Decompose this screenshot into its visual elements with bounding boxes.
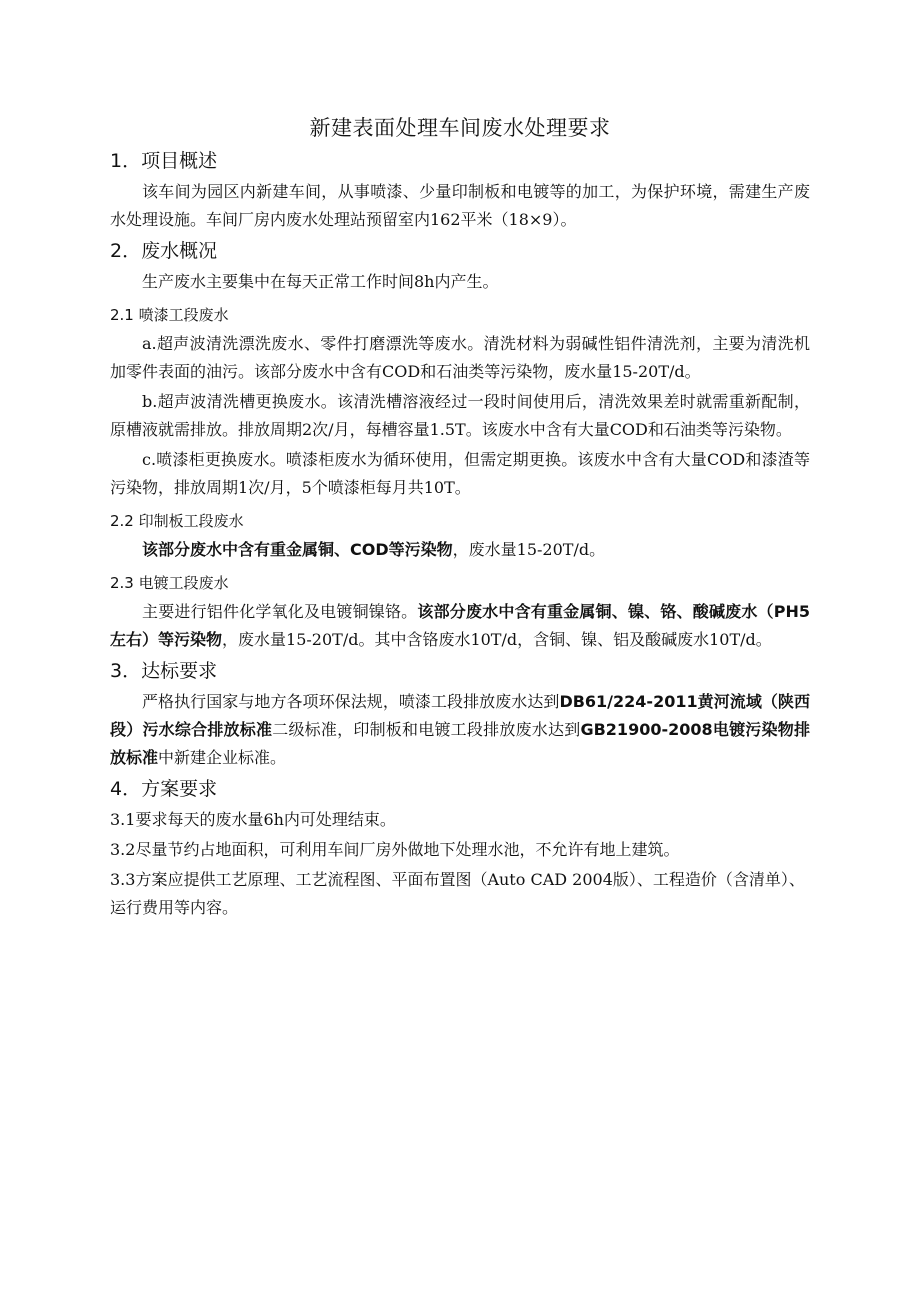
section-2-paragraph: 生产废水主要集中在每天正常工作时间8h内产生。: [142, 272, 499, 291]
section-3-paragraph: [110, 688, 810, 772]
section-2-3-bold-text: 该部分废水中含有重金属铜、镍、铬、酸碱废水（PH5左右）等污染物: [110, 602, 810, 649]
section-1-heading: 1．项目概述: [110, 150, 218, 172]
document-page: [110, 112, 810, 922]
section-2-1-heading: 2.1 喷漆工段废水: [110, 306, 229, 324]
section-3-mid-text: 二级标准，印制板和电镀工段排放废水达到: [272, 720, 581, 739]
requirement-item: 3.2尽量节约占地面积，可利用车间厂房外做地下处理水池，不允许有地上建筑。: [110, 840, 680, 859]
section-2-3-rest-text: ，废水量15-20T/d。其中含铬废水10T/d，含铜、镍、铝及酸碱废水10T/d。: [222, 630, 772, 649]
section-2-2-bold-text: 该部分废水中含有重金属铜、COD等污染物: [142, 540, 453, 559]
standard-gb21900-text: GB21900-2008电镀污染物排放标准: [110, 720, 810, 767]
document-title: 新建表面处理车间废水处理要求: [309, 116, 611, 140]
section-2-3-heading: 2.3 电镀工段废水: [110, 574, 229, 592]
section-3-pre-text: 严格执行国家与地方各项环保法规，喷漆工段排放废水达到: [142, 692, 560, 711]
section-2-3-paragraph: [110, 598, 810, 654]
section-4-heading: 4．方案要求: [110, 778, 218, 800]
section-2-2-text: ，废水量15-20T/d。: [452, 540, 606, 559]
requirement-item: 3.1要求每天的废水量6h内可处理结束。: [110, 810, 396, 829]
requirement-item: 3.3方案应提供工艺原理、工艺流程图、平面布置图（Auto CAD 2004版）、工程造价（含清单）、运行费用等内容。: [110, 870, 805, 917]
section-3-heading: 3．达标要求: [110, 660, 218, 682]
section-2-1-item-b: b.超声波清洗槽更换废水。该清洗槽溶液经过一段时间使用后，清洗效果差时就需重新配制，原槽液就需排放。排放周期2次/月，每槽容量1.5T。该废水中含有大量COD和石油类等污染物。: [110, 392, 810, 439]
section-1-paragraph: 该车间为园区内新建车间，从事喷漆、少量印制板和电镀等的加工，为保护环境，需建生产废水处理设施。车间厂房内废水处理站预留室内162平米（18×9）。: [110, 182, 810, 229]
section-3-post-text: 中新建企业标准。: [158, 748, 287, 767]
section-2-2-heading: 2.2 印制板工段废水: [110, 512, 244, 530]
section-2-3-pre-text: 主要进行铝件化学氧化及电镀铜镍铬。: [142, 602, 418, 621]
standard-db61-text: DB61/224-2011黄河流域（陕西段）污水综合排放标准: [110, 692, 810, 739]
section-2-heading: 2．废水概况: [110, 240, 218, 262]
section-2-2-paragraph: [110, 536, 810, 564]
section-2-1-item-a: a.超声波清洗漂洗废水、零件打磨漂洗等废水。清洗材料为弱碱性铝件清洗剂，主要为清洗机加零件表面的油污。该部分废水中含有COD和石油类等污染物，废水量15-20T/d。: [110, 334, 810, 381]
section-2-1-item-c: c.喷漆柜更换废水。喷漆柜废水为循环使用，但需定期更换。该废水中含有大量COD和漆渣等污染物，排放周期1次/月，5个喷漆柜每月共10T。: [110, 450, 810, 497]
